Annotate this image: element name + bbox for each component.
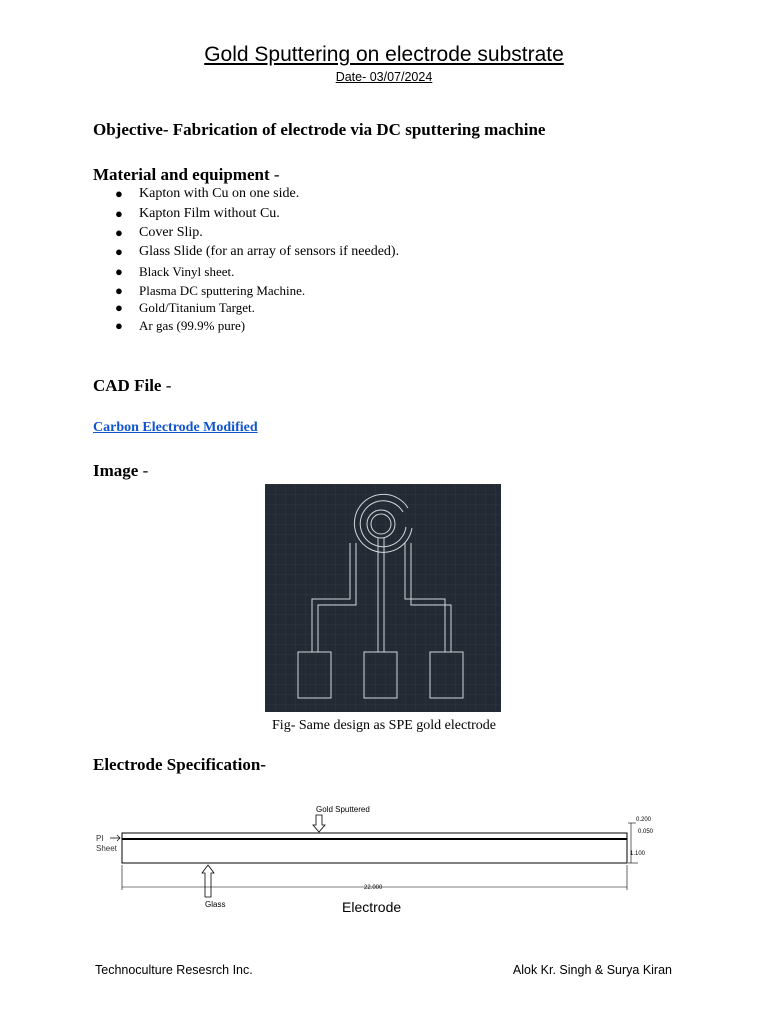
materials-heading-suffix: - (269, 165, 280, 184)
electrode-design-drawing (265, 484, 501, 712)
bullet-icon: ● (115, 283, 123, 298)
list-item-text: Cover Slip. (139, 225, 203, 240)
electrode-spec-diagram (90, 795, 680, 925)
dim-top-label: 0.200 (636, 817, 652, 823)
list-item-text: Kapton Film without Cu. (139, 206, 280, 221)
dim-thickness-label: 1.100 (630, 851, 646, 857)
label-sheet: Sheet (96, 844, 117, 853)
bullet-icon: ● (115, 264, 123, 279)
glass-arrow-icon (202, 865, 214, 897)
bullet-icon: ● (115, 225, 123, 240)
materials-heading-text: Material and equipment (93, 165, 270, 184)
dim-length-label: 22.000 (364, 885, 383, 891)
document-title: Gold Sputtering on electrode substrate (204, 43, 564, 66)
cad-design-image (265, 484, 501, 712)
dim-film-label: 0.050 (638, 829, 654, 835)
figure-caption: Fig- Same design as SPE gold electrode (272, 718, 496, 733)
document-date: Date- 03/07/2024 (335, 70, 433, 84)
materials-heading (93, 165, 280, 185)
cad-heading-suffix: - (161, 376, 172, 395)
objective-heading: Objective- Fabrication of electrode via DC sputtering machine (93, 120, 546, 139)
list-item-text: Glass Slide (for an array of sensors if needed). (139, 244, 400, 259)
image-heading-suffix: - (138, 461, 149, 480)
list-item-text: Black Vinyl sheet. (139, 264, 235, 279)
label-glass: Glass (205, 900, 226, 909)
cad-grid (265, 484, 501, 712)
gold-arrow-icon (313, 815, 325, 832)
footer-right: Alok Kr. Singh & Surya Kiran (512, 963, 672, 977)
image-heading-text: Image (93, 461, 139, 480)
list-item-text: Plasma DC sputtering Machine. (139, 283, 306, 298)
spec-heading: Electrode Specification- (93, 755, 266, 774)
label-pi: PI (96, 834, 104, 843)
footer-left: Technoculture Resesrch Inc. (95, 963, 253, 977)
bullet-icon: ● (115, 186, 123, 201)
bullet-icon: ● (115, 300, 123, 315)
image-heading (93, 461, 148, 481)
cad-heading (93, 376, 171, 396)
pi-arrow-icon (110, 835, 120, 841)
label-gold-sputtered: Gold Sputtered (316, 805, 370, 814)
list-item-text: Kapton with Cu on one side. (139, 186, 300, 201)
bullet-icon: ● (115, 244, 123, 259)
label-electrode: Electrode (342, 899, 402, 915)
list-item-text: Gold/Titanium Target. (139, 300, 255, 315)
cad-heading-text: CAD File (93, 376, 162, 395)
glass-layer (122, 839, 627, 863)
list-item-text: Ar gas (99.9% pure) (139, 318, 246, 333)
cad-file-link[interactable]: Carbon Electrode Modified (93, 420, 258, 435)
bullet-icon: ● (115, 318, 123, 333)
bullet-icon: ● (115, 206, 123, 221)
